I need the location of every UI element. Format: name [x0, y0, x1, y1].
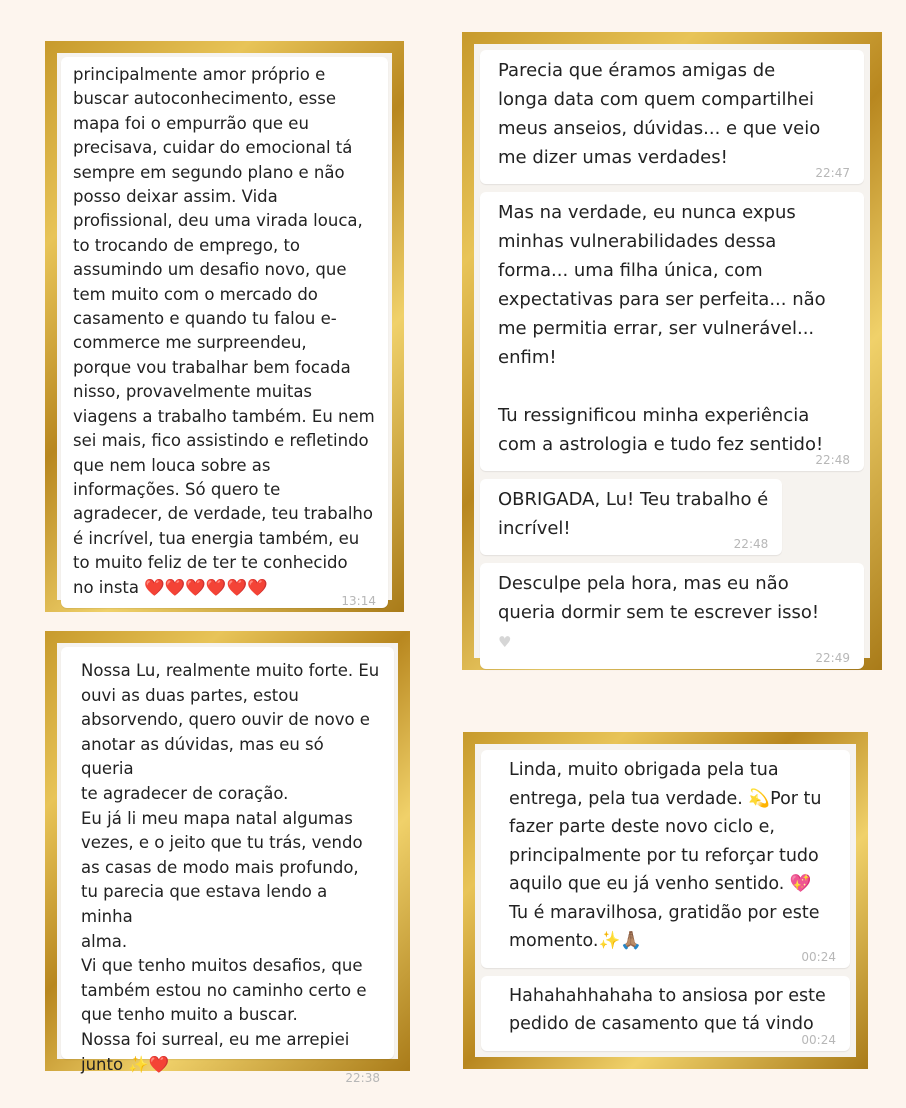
sparkle-pray-emoji: ✨🙏🏽: [598, 931, 643, 951]
message-text: OBRIGADA, Lu! Teu trabalho é incrível!: [498, 489, 769, 539]
message-time: 22:38: [345, 1071, 380, 1086]
message-time: 13:14: [341, 593, 376, 608]
chat-screenshot-2: [474, 44, 870, 665]
testimonial-card-1: [45, 41, 404, 612]
message-time: 22:48: [733, 537, 769, 551]
message-text: Nossa Lu, realmente muito forte. Eu ouvi as duas partes, estou absorvendo, quero ouvir de novo e anotar as dúvidas, mas eu só queria te agradecer de coração. Eu já li meu mapa natal algumas vezes, e o jeito que tu trás, vendo as casas de modo mais profundo, tu parecia que estava lendo a minha alma. Vi que tenho muitos desafios, que também estou no caminho certo e que tenho muito a buscar. Nossa foi surreal, eu me arrepiei junto ✨❤️: [81, 661, 380, 1074]
message-text: Hahahahhahaha to ansiosa por este pedido de casamento que tá vindo: [509, 985, 826, 1034]
message-time: 22:48: [815, 453, 850, 467]
message-text: Mas na verdade, eu nunca expus minhas vulnerabilidades dessa forma... uma filha única, com expectativas para ser perfeita... não me permitia errar, ser vulnerável... enfim! Tu ressignificou minha experiência com a astrologia e tudo fez sentido!: [498, 202, 826, 455]
testimonial-card-3: [45, 631, 410, 1086]
message-bubble: [481, 750, 850, 968]
message-time: 22:47: [815, 166, 850, 180]
message-time: 00:24: [801, 1032, 836, 1047]
chat-screenshot-4: [475, 744, 856, 1057]
chat-screenshot-3: [57, 643, 398, 1086]
message-bubble: [480, 50, 864, 184]
heart-emoji: ❤️❤️❤️❤️❤️❤️: [144, 577, 268, 597]
message-bubble: [61, 647, 394, 1086]
message-time: 00:24: [801, 949, 836, 964]
message-bubble: [480, 563, 864, 669]
chat-screenshot-1: [57, 53, 392, 608]
heart-reaction-icon: ♥: [498, 633, 512, 651]
message-time: 22:49: [815, 651, 850, 665]
message-bubble: [481, 976, 850, 1051]
message-text: Desculpe pela hora, mas eu não queria dormir sem te escrever isso!: [498, 573, 820, 623]
message-text: Linda, muito obrigada pela tua entrega, pela tua verdade. 💫Por tu fazer parte deste novo ciclo e, principalmente por tu reforçar tudo aquilo que eu já venho sentido. 💖 Tu é maravilhosa, gratidão por este momento.✨🙏🏽: [509, 760, 822, 951]
message-bubble: [480, 479, 782, 555]
message-text: principalmente amor próprio e buscar autoconhecimento, esse mapa foi o empurrão que eu precisava, cuidar do emocional tá sempre em segundo plano e não posso deixar assim. Vida profissional, deu uma virada louca, to trocando de emprego, to assumindo um desafio novo, que tem muito com o mercado do casamento e quando tu falou e- commerce me surpreendeu, porque vou trabalhar bem focada nisso, provavelmente muitas viagens a trabalho também. Eu nem sei mais, fico assistindo e refletindo que nem louca sobre as informações. Só quero te agradecer, de verdade, teu trabalho é incrível, tua energia também, eu to muito feliz de ter te conhecido no insta ❤️❤️❤️❤️❤️❤️: [73, 65, 375, 597]
sparkle-heart-emoji: ✨❤️: [128, 1054, 170, 1074]
message-bubble: [480, 192, 864, 471]
message-bubble: [61, 57, 388, 608]
testimonial-card-2: [462, 32, 882, 670]
message-text: Parecia que éramos amigas de longa data com quem compartilhei meus anseios, dúvidas... e que veio me dizer umas verdades!: [498, 60, 821, 168]
testimonial-card-4: [463, 732, 868, 1069]
